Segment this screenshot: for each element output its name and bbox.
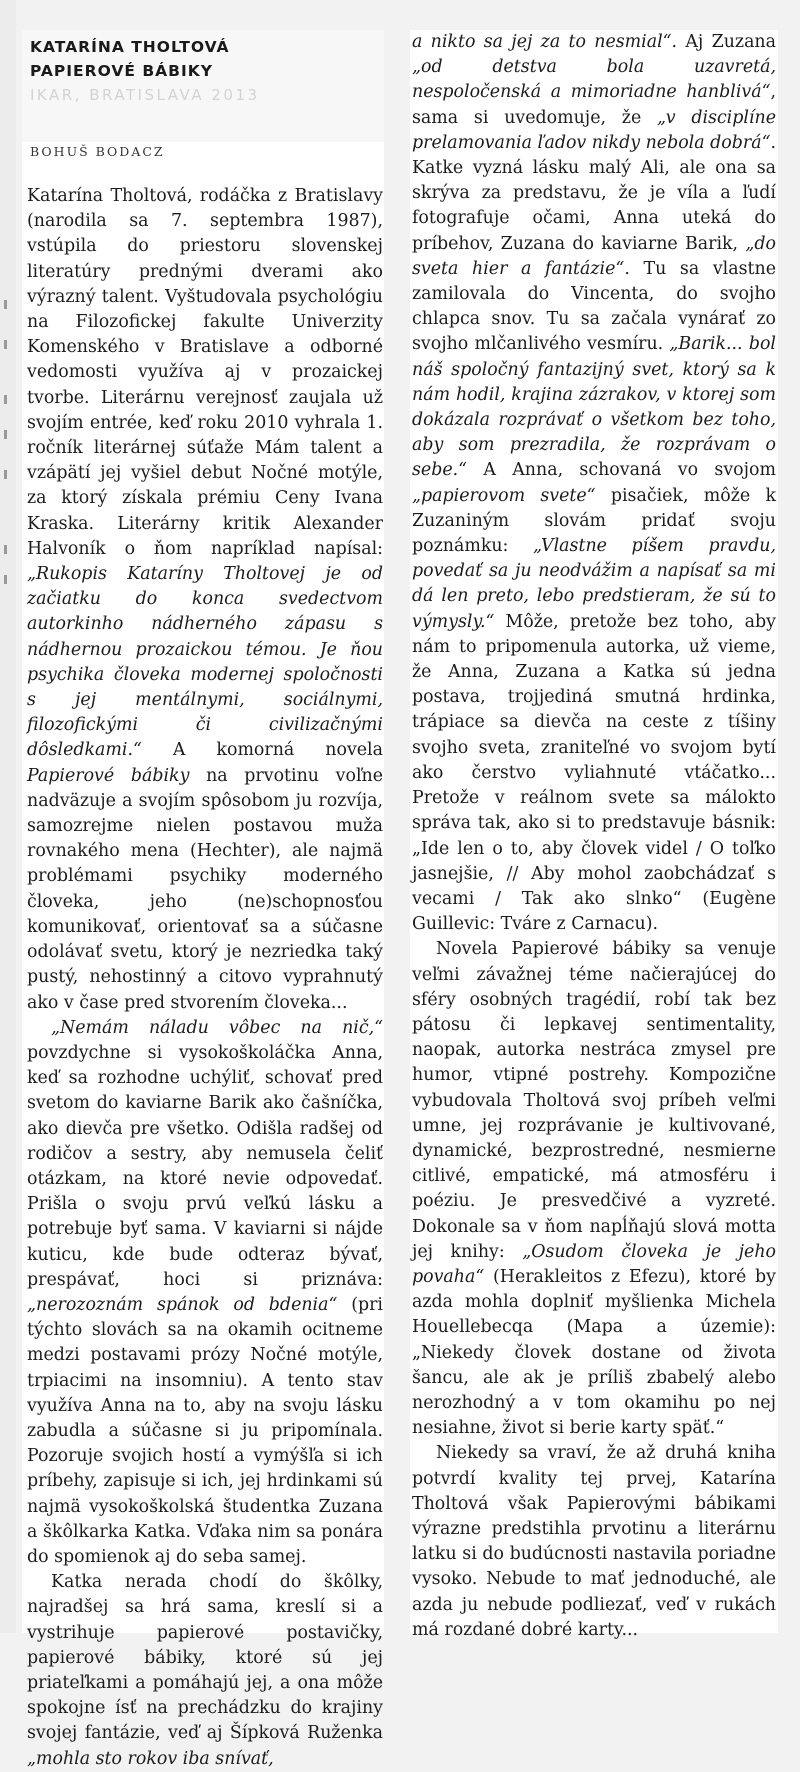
right-column bbox=[410, 30, 778, 1640]
paragraph bbox=[412, 937, 776, 1441]
book-author: KATARÍNA THOLTOVÁ bbox=[30, 38, 230, 56]
paragraph bbox=[27, 1570, 383, 1772]
right-column-text bbox=[412, 30, 776, 1643]
gutter-mark bbox=[4, 545, 7, 554]
body-text: Môže, pretože bez toho, aby nám to pripomenula autorka, už vieme, že Anna, Zuzana a Katka sú jedna postava, trojjediná smutná hrdinka, trápiace sa dievča na ceste z tíšiny svojho sveta, zraniteľné vo svojom bytí ako čerstvo vyliahnuté vtáčatko... Pretože v reálnom svete sa málokto správa tak, ako si to predstavuje básnik: „Ide len o to, aby človek videl / O toľko jasnejšie, // Aby mohol zaobchádzať s vecami / Tak ako slnko“ (Eugène Guillevic: Tváre z Carnacu). bbox=[412, 611, 776, 935]
gutter-mark bbox=[4, 340, 7, 349]
gutter-mark bbox=[4, 470, 7, 479]
gutter-mark bbox=[4, 575, 7, 584]
page-gutter bbox=[0, 0, 16, 1633]
book-title: PAPIEROVÉ BÁBIKY bbox=[30, 62, 213, 80]
body-text: . Tu sa vlastne zamilovala do Vincenta, do svojho chlapca snov. Tu sa začala vynárať zo svojho mlčanlivého vesmíru. bbox=[412, 258, 776, 355]
gutter-mark bbox=[4, 430, 7, 439]
body-text: povzdychne si vysokoškoláčka Anna, keď sa rozhodne uchýliť, schovať pred svetom do kaviarne Barik ako čašníčka, ako dievča pre všetko. Odišla radšej od rodičov a sestry, aby nemusela čeliť otázkam, na ktoré nevie odpovedať. Prišla o svoju prvú veľkú lásku a potrebuje byť sama. V kaviarni si nájde kuticu, kde bude odteraz bývať, prespávať, hoci si priznáva: bbox=[27, 1042, 383, 1290]
quote-text: „Barik... bol náš spoločný fantazijný svet, ktorý sa k nám hodil, krajina zázrakov, v ktorej som dokázala rozprávať o všetkom bez toho, aby som prezradila, že rozprávam o sebe.“ bbox=[412, 334, 776, 481]
quote-text: „mohla sto rokov iba snívať, bbox=[27, 1748, 274, 1769]
body-text: Katka nerada chodí do škôlky, najradšej sa hrá sama, kreslí si a vystrihuje papierové postavičky, papierové bábiky, ktoré sú jej priateľkami a pomáhajú jej, a ona môže spokojne ísť na prechádzku do krajiny svojej fantázie, veď aj Šípková Ruženka bbox=[27, 1572, 383, 1744]
quote-text: „do sveta hier a fantázie“ bbox=[412, 233, 776, 279]
body-text: (Herakleitos z Efezu), ktoré by azda mohla doplniť myšlienka Michela Houellebecqa (Mapa a územie): „Niekedy človek dostane od života šancu, ale ak je príliš zbabelý alebo nerozhodný a v tom okamihu po nej nesiahne, život si berie karty späť.“ bbox=[412, 1266, 776, 1439]
body-text: Aj Zuzana bbox=[677, 32, 776, 52]
quote-text: „od detstva bola uzavretá, nespoločenská a mimoriadne hanblivá“ bbox=[412, 57, 776, 103]
body-text: Katarína Tholtová, rodáčka z Bratislavy (narodila sa 7. septembra 1987), vstúpila do priestoru slovenskej literatúry prednými dverami ako výrazný talent. Vyštudovala psychológiu na Filozofickej fakulte Univerzity Komenského v Bratislave a odborné vedomosti využíva aj v prozaickej tvorbe. Literárnu verejnosť zaujala už svojím entrée, keď roku 2010 vyhrala 1. ročník literárnej súťaže Mám talent a vzápätí jej vyšiel debut Nočné motýle, za ktorý získala prémiu Ceny Ivana Kraska. Literárny kritik Alexander Halvoník o ňom napríklad napísal: bbox=[27, 186, 383, 559]
quote-text: „v disciplíne prelamovania ľadov nikdy nebola dobrá“ bbox=[412, 107, 776, 153]
quote-text: „papierovom svete“ bbox=[412, 485, 596, 506]
book-header bbox=[22, 30, 384, 142]
paragraph bbox=[27, 1016, 383, 1570]
paragraph bbox=[27, 184, 383, 1016]
body-text: (pri týchto slovách sa na okamih ocitneme medzi postavami prózy Nočné motýle, trpiacimi na insomniu). A tento stav využíva Anna na to, aby na svoju lásku zabudla a súčasne si ju pripomínala. Pozoruje svojich hostí a vymýšľa si ich príbehy, zapisuje si ich, jej hrdinkami sú najmä vysokoškolská študentka Zuzana a škôlkarka Katka. Vďaka nim sa ponára do spomienok aj do seba samej. bbox=[27, 1294, 383, 1567]
quote-text: a nikto sa jej za to nesmial“. bbox=[412, 32, 678, 52]
reviewer-name: BOHUŠ BODACZ bbox=[30, 144, 165, 159]
quote-text: „Vlastne píšem pravdu, povedať sa ju neodvážim a napísať sa mi dá len preto, lebo predstieram, že sú to výmysly.“ bbox=[412, 536, 776, 632]
body-text: Niekedy sa vraví, že až druhá kniha potvrdí kvality tej prvej, Katarína Tholtová však Papierovými bábikami výrazne predstihla prvotinu a literárnu latku si do budúcnosti nastavila poriadne vysoko. Nebude to mať jednoduché, ale azda ju nebude podliezať, veď v rukách má rozdané dobré karty... bbox=[412, 1443, 776, 1640]
left-column bbox=[22, 30, 384, 1769]
body-text: A Anna, schovaná vo svojom bbox=[467, 460, 776, 481]
paragraph bbox=[412, 1441, 776, 1643]
book-publisher: IKAR, BRATISLAVA 2013 bbox=[30, 86, 260, 104]
body-text: , sama si uvedomuje, že bbox=[412, 82, 776, 128]
quote-text: Papierové bábiky bbox=[27, 765, 190, 786]
body-text: . Katke vyzná lásku malý Ali, ale ona sa skrýva za predstavu, že je víla a ľudí fotografuje očami, Anna uteká do príbehov, Zuzana do kaviarne Barik, bbox=[412, 132, 776, 254]
gutter-mark bbox=[4, 395, 7, 404]
gutter-mark bbox=[4, 300, 7, 309]
body-text: Novela Papierové bábiky sa venuje veľmi závažnej téme načierajúcej do sféry osobných tragédií, robí tak bez pátosu či lepkavej sentimentality, naopak, autorka nestráca zmysel pre humor, vtipné postrehy. Kompozične vybudovala Tholtová svoj príbeh veľmi umne, jej rozprávanie je kultivované, dynamické, bezprostredné, nesmierne citlivé, empatické, má atmosféru i poéziu. Je presvedčivé a vyzreté. Dokonale sa v ňom napĺňajú slová motta jej knihy: bbox=[412, 939, 776, 1262]
left-column-text bbox=[27, 184, 383, 1772]
body-text: A komorná novela bbox=[141, 740, 383, 761]
paragraph bbox=[412, 30, 776, 937]
quote-text: „Osudom človeka je jeho povaha“ bbox=[412, 1241, 776, 1287]
quote-text: „nerozoznám spánok od bdenia“ bbox=[27, 1294, 338, 1315]
quote-text: „Rukopis Kataríny Tholtovej je od začiatku do konca svedectvom autorkinho nádherného zápasu s nádhernou prozaickou témou. Je ňou psychika človeka modernej spoločnosti s jej mentálnymi, sociálnymi, filozofickými či civilizačnými dôsledkami.“ bbox=[27, 564, 383, 761]
body-text: na prvotinu voľne nadväzuje a svojím spôsobom ju rozvíja, samozrejme nielen postavou muža rovnakého mena (Hechter), ale najmä problémami psychiky moderného človeka, jeho (ne)schopnosťou komunikovať, orientovať sa a súčasne odolávať svetu, ktorý je nezriedka taký pustý, nehostinný a citovo vyprahnutý ako v čase pred stvorením človeka... bbox=[27, 765, 383, 1013]
quote-text: „Nemám náladu vôbec na nič,“ bbox=[51, 1017, 383, 1038]
body-text: pisačiek, môže k Zuzaniným slovám pridať svoju poznámku: bbox=[412, 485, 776, 557]
